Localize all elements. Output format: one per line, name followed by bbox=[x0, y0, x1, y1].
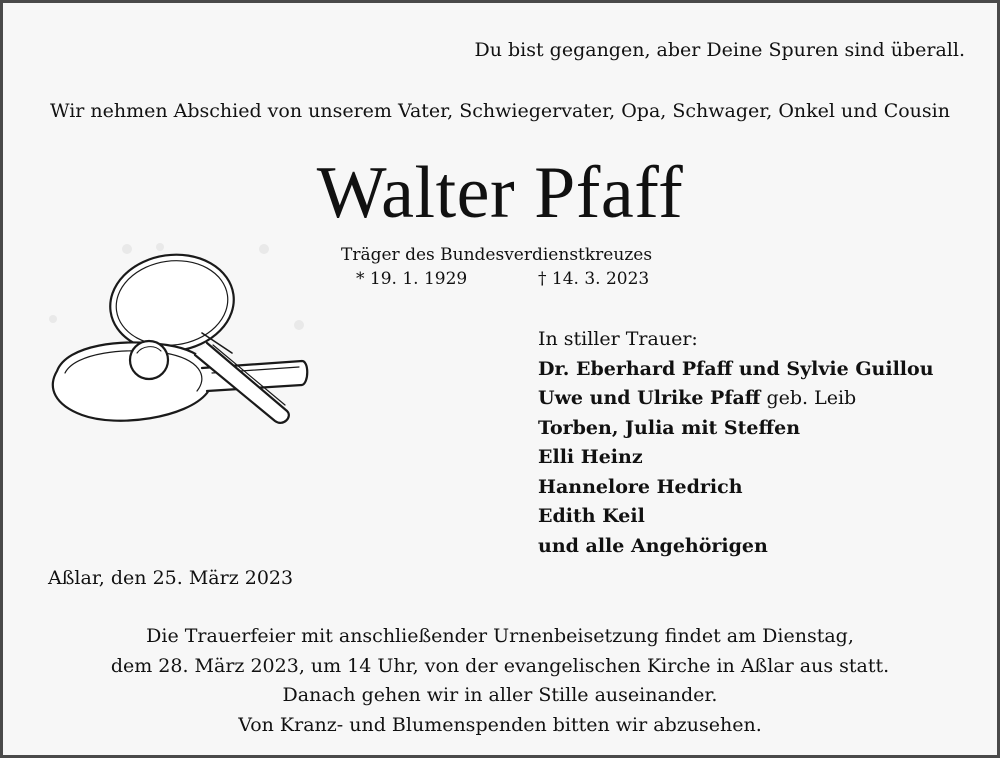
mourners-heading: In stiller Trauer: bbox=[538, 328, 698, 350]
list-item: Uwe und Ulrike Pfaff geb. Leib bbox=[538, 387, 857, 409]
intro-text: Wir nehmen Abschied von unserem Vater, Schwiegervater, Opa, Schwager, Onkel und Cousin bbox=[50, 100, 950, 122]
list-item: Torben, Julia mit Steffen bbox=[538, 416, 801, 439]
list-item: und alle Angehörigen bbox=[538, 534, 768, 557]
deceased-name: Walter Pfaff bbox=[316, 152, 684, 234]
list-item: Hannelore Hedrich bbox=[538, 475, 743, 498]
ceremony-line: Von Kranz- und Blumenspenden bitten wir abzusehen. bbox=[238, 713, 762, 736]
list-item: Edith Keil bbox=[538, 505, 645, 527]
mourners-list bbox=[538, 325, 934, 561]
ceremony-line: dem 28. März 2023, um 14 Uhr, von der evangelischen Kirche in Aßlar aus statt. bbox=[110, 654, 890, 677]
ceremony-notice bbox=[3, 622, 997, 740]
list-item: Dr. Eberhard Pfaff und Sylvie Guillou bbox=[538, 357, 934, 380]
list-item: Elli Heinz bbox=[538, 446, 643, 468]
death-date: † 14. 3. 2023 bbox=[538, 269, 650, 289]
ceremony-line: Die Trauerfeier mit anschließender Urnenbeisetzung findet am Dienstag, bbox=[146, 625, 854, 647]
table-tennis-paddles-icon bbox=[37, 233, 327, 433]
ceremony-line: Danach gehen wir in aller Stille auseinander. bbox=[282, 684, 718, 706]
honor-text: Träger des Bundesverdienstkreuzes bbox=[341, 245, 653, 265]
place-date: Aßlar, den 25. März 2023 bbox=[48, 567, 294, 589]
motto-text: Du bist gegangen, aber Deine Spuren sind überall. bbox=[474, 39, 965, 61]
birth-date: * 19. 1. 1929 bbox=[356, 269, 468, 289]
